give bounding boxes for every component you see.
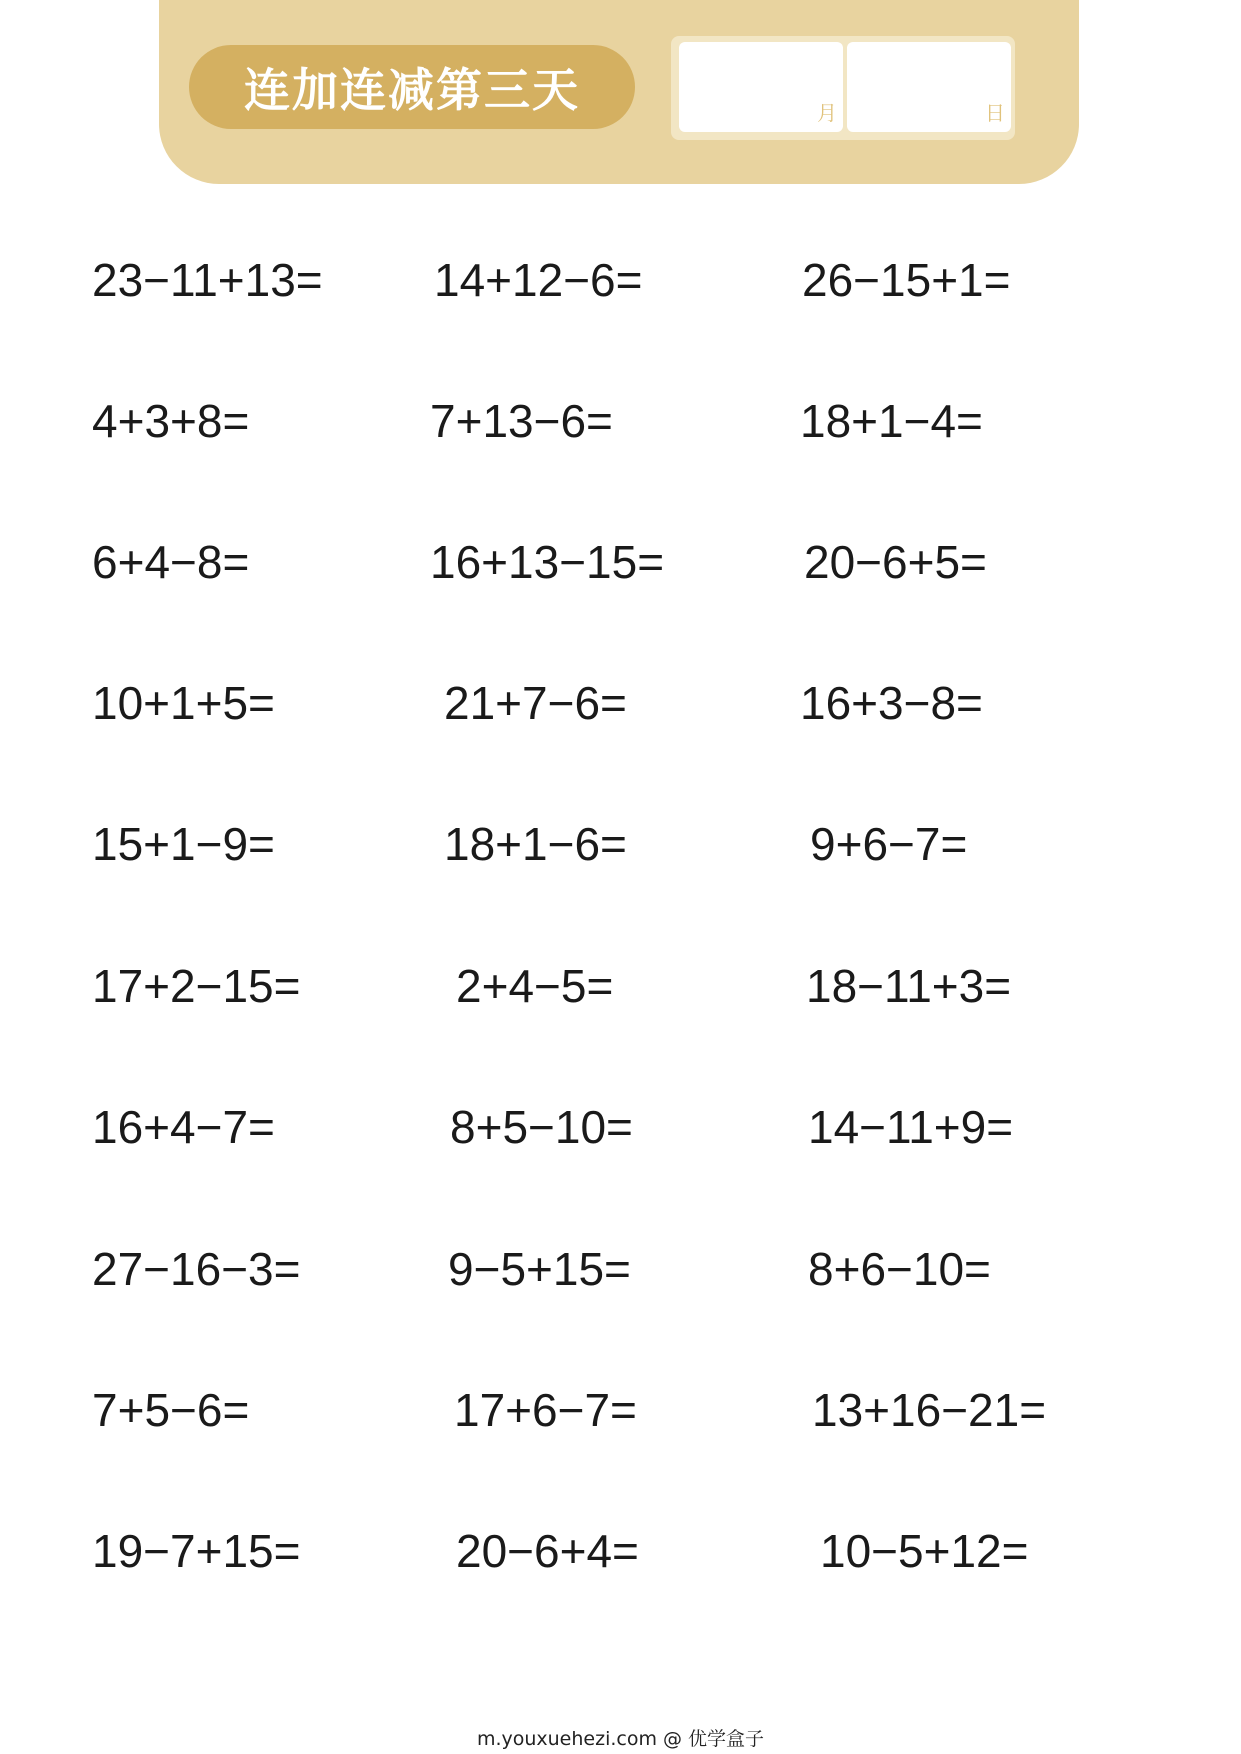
problem-item: 8+6−10= [808,1243,991,1295]
problem-item: 6+4−8= [92,536,250,588]
problem-item: 17+6−7= [454,1384,637,1436]
problem-item: 2+4−5= [456,960,614,1012]
footer-watermark: m.youxuehezi.com @ 优学盒子 [476,1728,765,1750]
problem-item: 16+13−15= [430,536,665,588]
problem-item: 16+3−8= [800,677,983,729]
problem-item: 18+1−6= [444,818,627,870]
problem-item: 15+1−9= [92,818,275,870]
problem-item: 19−7+15= [92,1525,301,1577]
problem-item: 20−6+5= [804,536,987,588]
problem-item: 23−11+13= [92,254,323,306]
problem-item: 18−11+3= [806,960,1012,1012]
problem-item: 7+13−6= [430,395,613,447]
problem-item: 16+4−7= [92,1101,275,1153]
problem-item: 7+5−6= [92,1384,250,1436]
problem-item: 14+12−6= [434,254,643,306]
problem-item: 14−11+9= [808,1101,1014,1153]
problem-item: 10−5+12= [820,1525,1029,1577]
page-title: 连加连减第三天 [244,63,580,117]
month-label: 月 [817,101,837,125]
problem-item: 4+3+8= [92,395,250,447]
problem-item: 10+1+5= [92,677,275,729]
day-label: 日 [985,101,1005,125]
problem-item: 9+6−7= [810,818,968,870]
problem-item: 18+1−4= [800,395,983,447]
problem-item: 17+2−15= [92,960,301,1012]
problem-item: 20−6+4= [456,1525,639,1577]
problem-item: 26−15+1= [802,254,1011,306]
problem-item: 8+5−10= [450,1101,633,1153]
problem-item: 13+16−21= [812,1384,1047,1436]
problem-item: 21+7−6= [444,677,627,729]
problem-item: 27−16−3= [92,1243,301,1295]
problem-item: 9−5+15= [448,1243,631,1295]
